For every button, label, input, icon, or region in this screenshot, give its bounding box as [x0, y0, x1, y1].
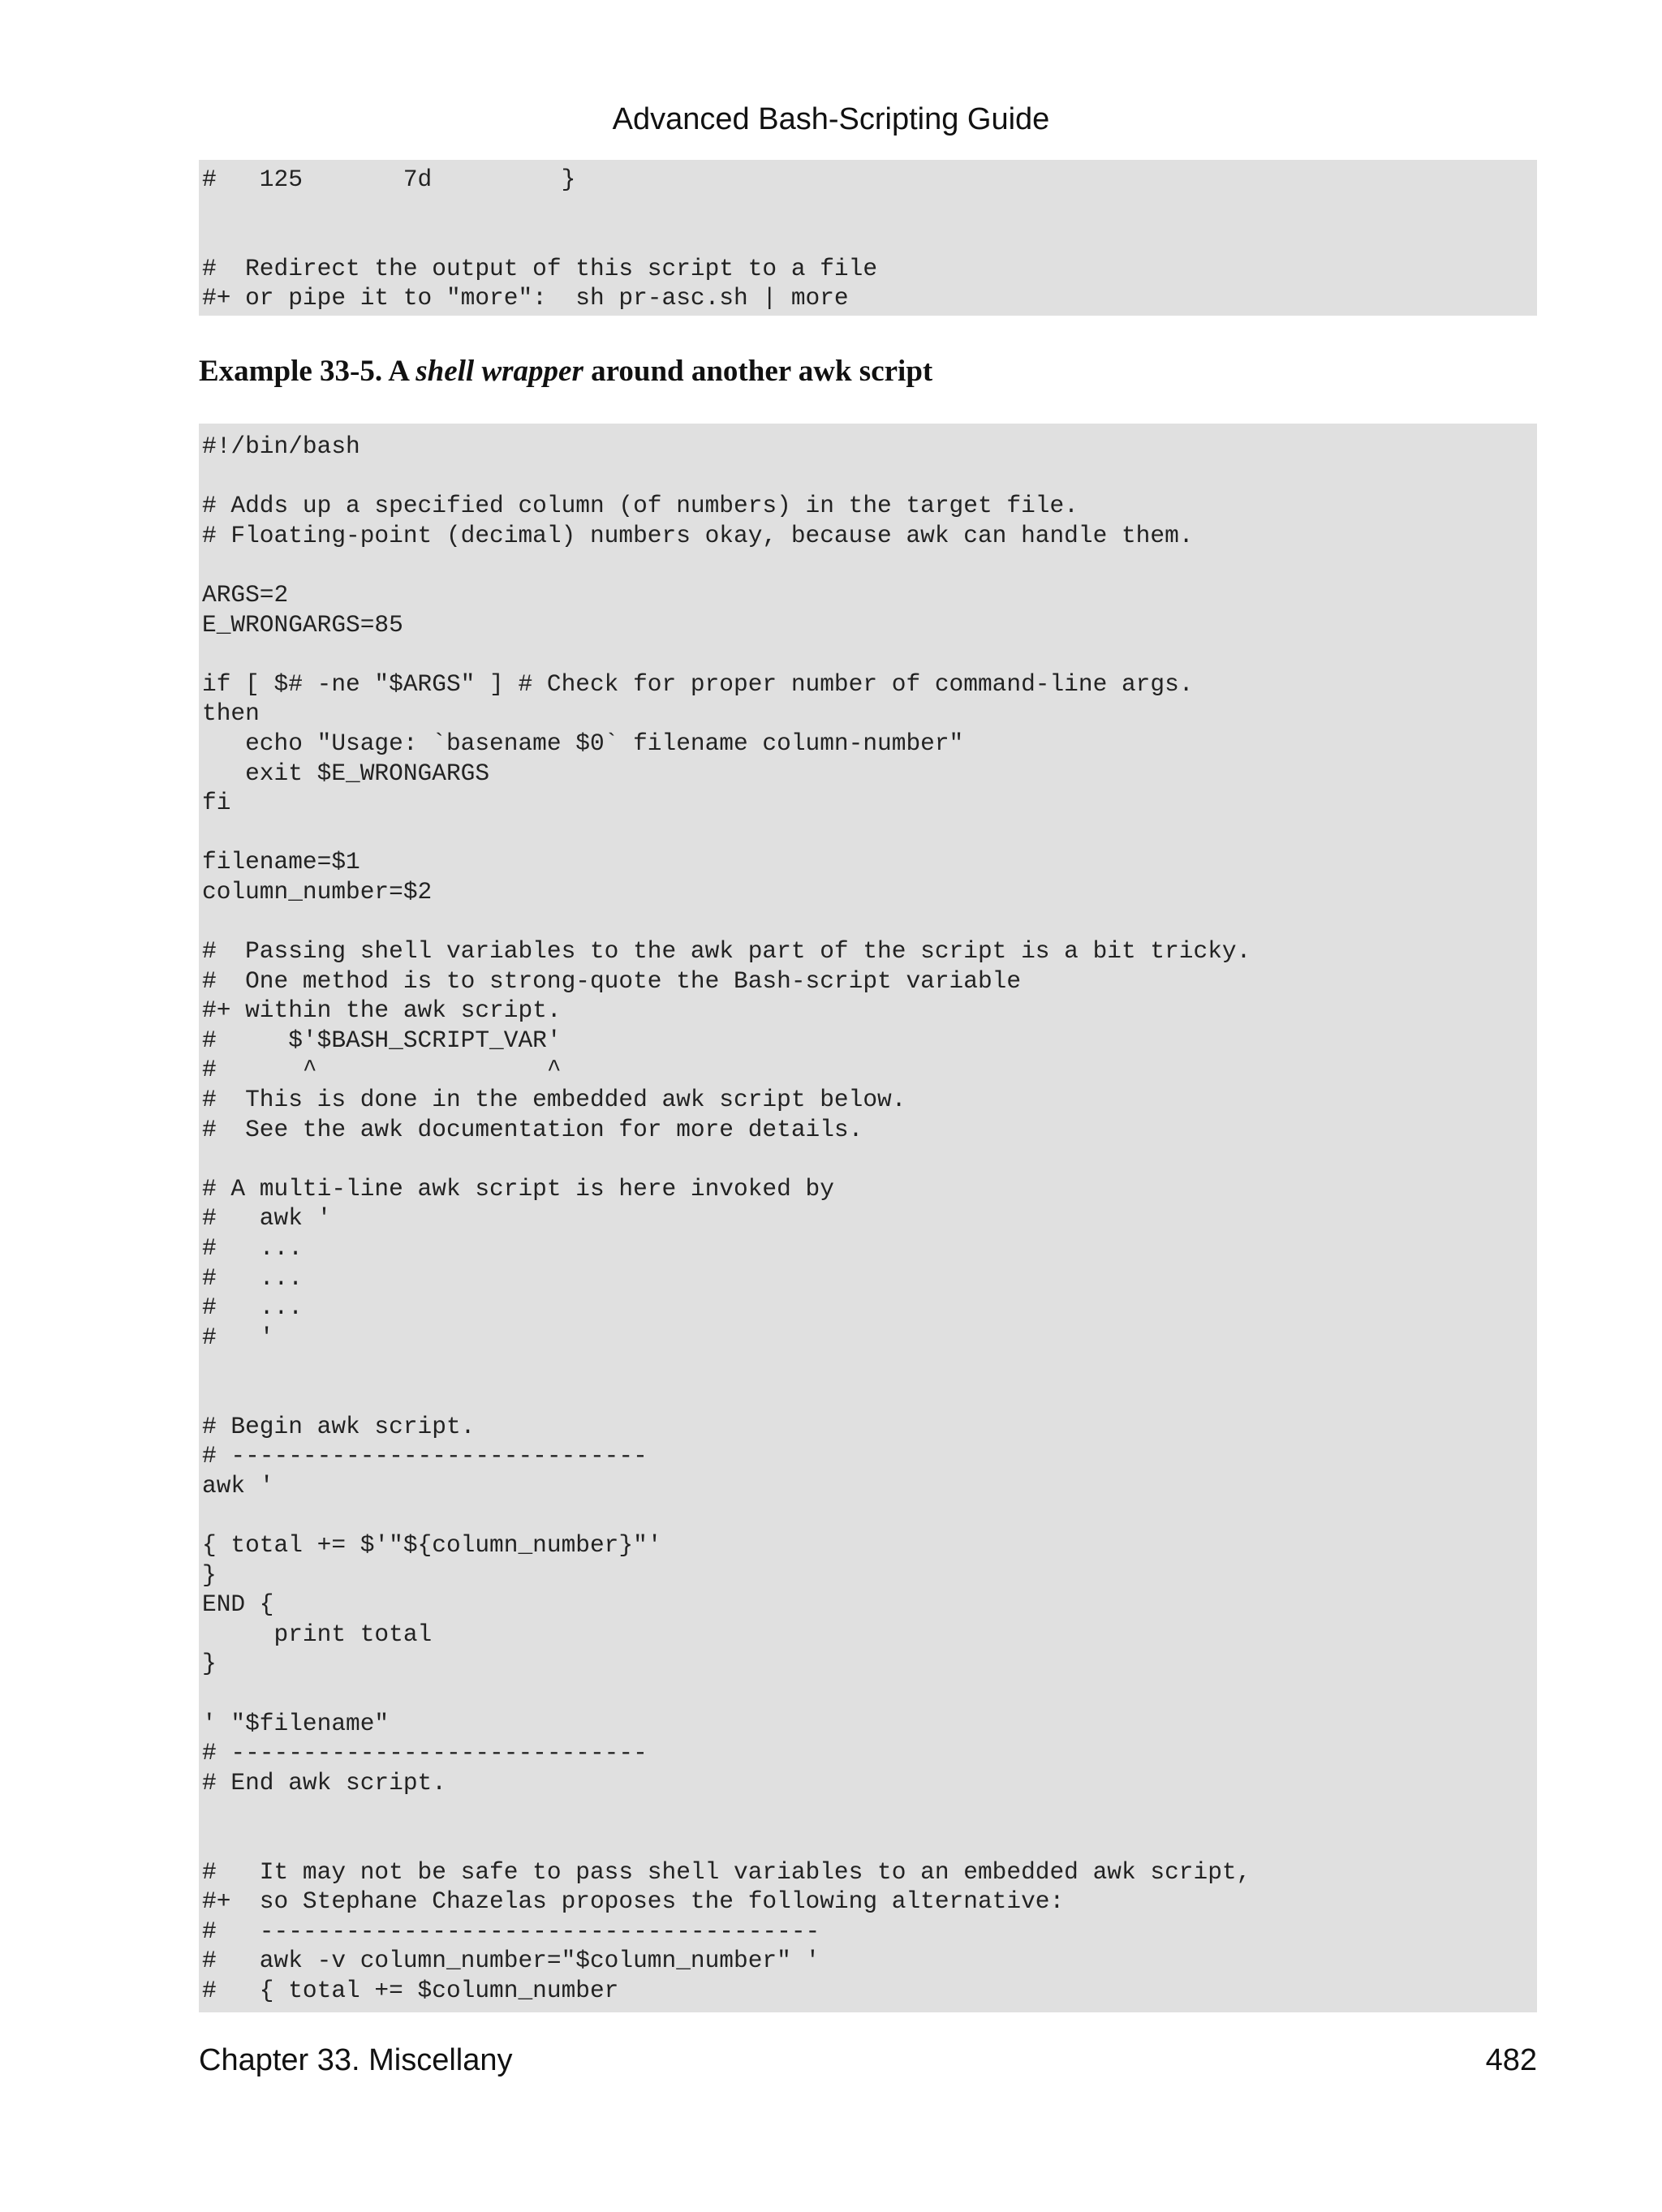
code-line: #!/bin/bash [202, 433, 360, 460]
code-line: # Adds up a specified column (of numbers) in the target file. [202, 492, 1079, 520]
code-line: # { total += $column_number [202, 1976, 619, 2004]
code-line [202, 1382, 1534, 1412]
code-line: # This is done in the embedded awk script below. [202, 1086, 906, 1114]
code-line: if [ $# -ne "$ARGS" ] # Check for proper number of command-line args. [202, 669, 1194, 698]
code-line: # See the awk documentation for more details. [202, 1115, 863, 1143]
example-title [199, 351, 932, 393]
example-title-rest: around another awk script [583, 355, 933, 388]
code-line: } [202, 1650, 217, 1678]
code-line: # --------------------------------------- [202, 1917, 820, 1945]
code-line: # Begin awk script. [202, 1412, 476, 1440]
code-line [202, 639, 1534, 669]
code-line: END { [202, 1590, 274, 1619]
code-line: # Redirect the output of this script to a file [202, 254, 878, 282]
code-line: # awk ' [202, 1204, 332, 1233]
code-listing-main [199, 424, 1537, 2012]
code-line: # ... [202, 1293, 303, 1322]
code-line: awk ' [202, 1471, 274, 1500]
code-line [202, 1500, 1534, 1530]
code-line: ARGS=2 [202, 580, 289, 609]
code-line: # ^ ^ [202, 1056, 562, 1084]
code-line [202, 1352, 1534, 1382]
code-line: #+ within the awk script. [202, 996, 562, 1025]
code-line: # ' [202, 1323, 274, 1351]
code-line: # ----------------------------- [202, 1442, 648, 1470]
code-listing-top [199, 160, 1537, 316]
code-line [202, 195, 1534, 225]
code-line [202, 1144, 1534, 1174]
code-line: # End awk script. [202, 1768, 446, 1797]
code-line [202, 1827, 1534, 1857]
code-line [202, 818, 1534, 848]
code-line [202, 224, 1534, 254]
code-line: # Passing shell variables to the awk part of the script is a bit tricky. [202, 937, 1251, 966]
code-line: # One method is to strong-quote the Bash-script variable [202, 966, 1022, 995]
code-line: # 125 7d } [202, 166, 576, 193]
code-line: # ... [202, 1263, 303, 1292]
code-line: filename=$1 [202, 848, 360, 876]
example-title-label: Example 33-5. A [199, 355, 416, 388]
code-line: print total [202, 1620, 433, 1648]
code-line [202, 462, 1534, 492]
code-line: column_number=$2 [202, 877, 433, 906]
code-line: # Floating-point (decimal) numbers okay, because awk can handle them. [202, 521, 1194, 549]
example-title-emphasis: shell wrapper [416, 355, 583, 388]
page-header-title: Advanced Bash-Scripting Guide [612, 102, 1050, 136]
code-line: # It may not be safe to pass shell variables to an embedded awk script, [202, 1857, 1251, 1886]
code-line [202, 1797, 1534, 1827]
code-line: # awk -v column_number="$column_number" ' [202, 1947, 820, 1975]
code-line: # $'$BASH_SCRIPT_VAR' [202, 1026, 562, 1054]
code-line [202, 550, 1534, 580]
code-line: fi [202, 789, 231, 817]
code-line: } [202, 1560, 217, 1589]
code-line: #+ so Stephane Chazelas proposes the following alternative: [202, 1887, 1065, 1916]
code-line: # ... [202, 1234, 303, 1263]
code-line: ' "$filename" [202, 1709, 390, 1737]
code-line: echo "Usage: `basename $0` filename column-number" [202, 729, 964, 757]
code-line: # A multi-line awk script is here invoked by [202, 1174, 834, 1203]
code-line: E_WRONGARGS=85 [202, 610, 403, 639]
code-line: then [202, 699, 260, 728]
code-line [202, 1679, 1534, 1709]
footer-chapter-title: Chapter 33. Miscellany [199, 2043, 513, 2077]
code-line: # ----------------------------- [202, 1739, 648, 1767]
code-line: exit $E_WRONGARGS [202, 759, 490, 787]
code-line [202, 907, 1534, 937]
code-line: #+ or pipe it to "more": sh pr-asc.sh | more [202, 284, 849, 312]
footer-page-number: 482 [1485, 2043, 1537, 2077]
code-line: { total += $'"${column_number}"' [202, 1530, 662, 1559]
